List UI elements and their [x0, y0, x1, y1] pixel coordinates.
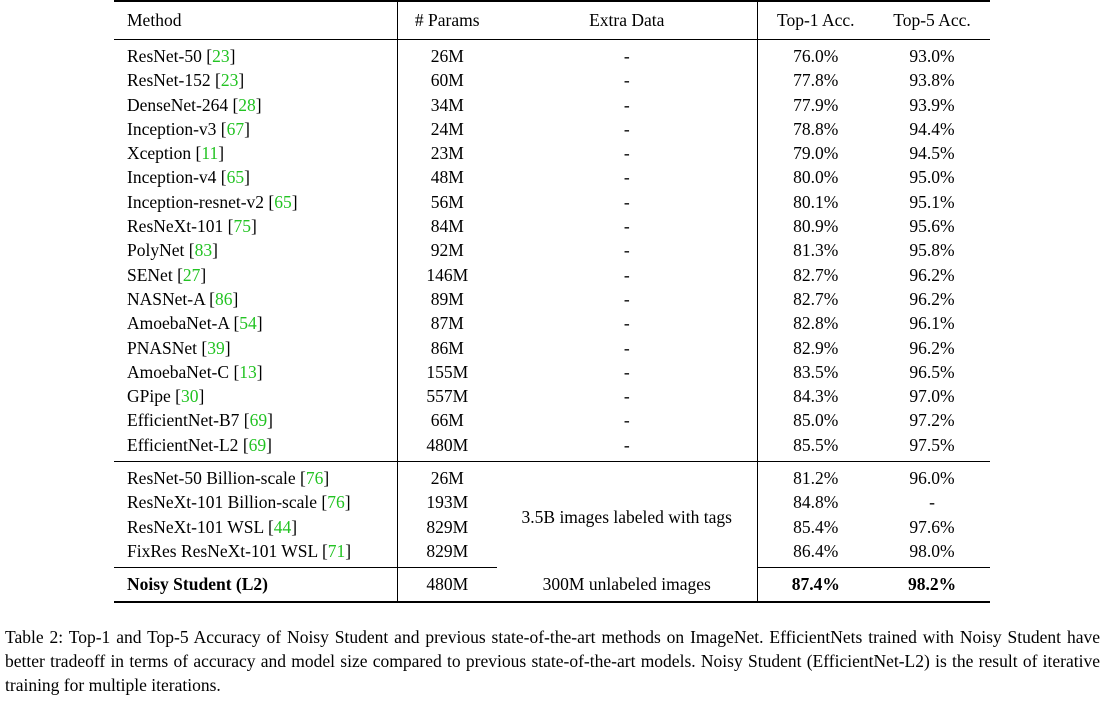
table-row — [114, 263, 990, 287]
top5-value: 96.2% — [909, 264, 955, 285]
header-top1: Top-1 Acc. — [757, 1, 874, 40]
extra-data-value: - — [497, 117, 757, 141]
params-value: 829M — [426, 516, 469, 537]
header-params: # Params — [397, 1, 497, 40]
citation-link[interactable]: 69 — [248, 434, 267, 455]
table-row — [114, 360, 990, 384]
top5-value: 95.1% — [909, 191, 955, 212]
params-value: 84M — [430, 216, 464, 237]
top5-value: 94.5% — [909, 143, 955, 164]
citation-link[interactable]: 71 — [327, 540, 346, 561]
params-value: 34M — [430, 94, 464, 115]
top1-value: 85.0% — [793, 410, 839, 431]
extra-data-value: - — [497, 165, 757, 189]
method-name: ResNet-152 — [127, 70, 215, 91]
top5-value: 93.0% — [909, 46, 955, 66]
extra-data-value: - — [497, 408, 757, 432]
section-ours — [114, 568, 990, 602]
extra-data-group-label: 3.5B images labeled with tags — [497, 462, 757, 568]
top5-value: 98.0% — [874, 539, 990, 568]
header-top5: Top-5 Acc. — [874, 1, 990, 40]
top5-value: 96.0% — [909, 468, 955, 489]
method-cell: DenseNet-264 [28] — [114, 93, 397, 117]
top1-value: 82.8% — [793, 313, 839, 334]
table-row — [114, 238, 990, 262]
method-name: Noisy Student (L2) — [114, 568, 397, 602]
method-name: AmoebaNet-C — [127, 361, 234, 382]
top1-value: 82.7% — [793, 288, 839, 309]
extra-data-value: - — [497, 384, 757, 408]
params-value: 89M — [430, 288, 464, 309]
params-value: 86M — [430, 337, 464, 358]
top1-value: 79.0% — [793, 143, 839, 164]
citation-link[interactable]: 75 — [233, 216, 251, 237]
method-name: PolyNet — [127, 240, 189, 261]
table-row — [114, 141, 990, 165]
citation-link[interactable]: 39 — [207, 337, 225, 358]
method-cell: PNASNet [39] — [114, 336, 397, 360]
header-row — [114, 1, 990, 40]
top1-value: 81.2% — [793, 468, 839, 489]
method-name: ResNeXt-101 — [127, 216, 228, 237]
top1-value: 77.8% — [793, 70, 839, 91]
method-name: ResNeXt-101 Billion-scale — [127, 492, 322, 513]
params-value: 155M — [426, 361, 469, 382]
citation-link[interactable]: 69 — [249, 410, 268, 431]
top1-value: 76.0% — [793, 46, 839, 66]
table-row — [114, 190, 990, 214]
method-cell: FixRes ResNeXt-101 WSL [71] — [114, 539, 397, 568]
method-name: GPipe — [127, 386, 176, 407]
section-no-extra-data — [114, 40, 990, 462]
extra-data-value: - — [497, 311, 757, 335]
citation-link[interactable]: 65 — [274, 191, 292, 212]
table-row — [114, 384, 990, 408]
params-value: 66M — [430, 410, 464, 431]
method-cell: ResNeXt-101 Billion-scale [76] — [114, 490, 397, 514]
top5-value: 96.2% — [909, 337, 955, 358]
top1-value: 82.9% — [793, 337, 839, 358]
method-cell: EfficientNet-B7 [69] — [114, 408, 397, 432]
citation-link[interactable]: 11 — [201, 143, 219, 164]
header-method: Method — [114, 1, 397, 40]
params-value: 480M — [397, 433, 497, 462]
params-value: 829M — [397, 539, 497, 568]
extra-data-value: - — [497, 263, 757, 287]
params-value: 193M — [426, 492, 469, 513]
top1-value: 78.8% — [793, 118, 839, 139]
citation-link[interactable]: 76 — [305, 468, 324, 489]
table-row — [114, 462, 990, 491]
citation-link[interactable]: 13 — [239, 361, 257, 382]
method-name: FixRes ResNeXt-101 WSL — [127, 540, 322, 561]
method-name: ResNeXt-101 WSL — [127, 516, 268, 537]
method-cell: ResNeXt-101 WSL [44] — [114, 515, 397, 539]
table-row — [114, 311, 990, 335]
top5-value: 94.4% — [909, 118, 955, 139]
section-extra-data — [114, 462, 990, 568]
top1-value: 85.4% — [793, 516, 839, 537]
params-value: 146M — [426, 264, 469, 285]
method-name: Inception-v4 — [127, 167, 221, 188]
table-row — [114, 214, 990, 238]
method-cell: ResNet-152 [23] — [114, 68, 397, 92]
top5-value: 97.6% — [909, 516, 955, 537]
method-name: EfficientNet-B7 — [127, 410, 244, 431]
params-value: 26M — [430, 468, 464, 489]
top5-value: 95.0% — [909, 167, 955, 188]
params-value: 92M — [430, 240, 464, 261]
table-row-ours — [114, 568, 990, 602]
params-value: 480M — [397, 568, 497, 602]
results-table — [114, 0, 990, 603]
top1-value: 85.5% — [757, 433, 874, 462]
citation-link[interactable]: 86 — [214, 288, 233, 309]
top1-value: 80.9% — [793, 216, 839, 237]
table-caption: Table 2: Top-1 and Top-5 Accuracy of Noisy Student and previous state-of-the-art methods on ImageNet. EfficientNets trained with Noisy Student have better tradeoff in terms of accuracy and model size compared to previous state-of-the-art models. Noisy Student (EfficientNet-L2) is the result of iterative training for multiple iterations. — [5, 627, 1100, 695]
method-cell: ResNet-50 [23] — [114, 40, 397, 69]
top5-value: 98.2% — [874, 568, 990, 602]
citation-link[interactable]: 28 — [238, 94, 256, 115]
table-row — [114, 40, 990, 69]
method-name: DenseNet-264 — [127, 94, 233, 115]
table-row — [114, 287, 990, 311]
top5-value: 95.6% — [909, 216, 955, 237]
top5-value: - — [929, 492, 935, 513]
top1-value: 81.3% — [793, 240, 839, 261]
table-row — [114, 165, 990, 189]
top1-value: 84.8% — [793, 492, 839, 513]
method-name: Xception — [127, 143, 196, 164]
extra-data-value: - — [497, 433, 757, 462]
extra-data-value: - — [497, 68, 757, 92]
table-row — [114, 117, 990, 141]
params-value: 557M — [426, 386, 469, 407]
top5-value: 96.1% — [909, 313, 955, 334]
citation-link[interactable]: 27 — [182, 264, 201, 285]
top1-value: 87.4% — [757, 568, 874, 602]
method-name: ResNet-50 Billion-scale — [127, 468, 301, 489]
table-row — [114, 336, 990, 360]
top5-value: 93.8% — [909, 70, 955, 91]
method-cell: PolyNet [83] — [114, 238, 397, 262]
params-value: 24M — [430, 118, 464, 139]
top1-value: 80.1% — [793, 191, 839, 212]
extra-data-value: 300M unlabeled images — [497, 568, 757, 602]
top5-value: 97.5% — [874, 433, 990, 462]
method-cell: SENet [27] — [114, 263, 397, 287]
top1-value: 83.5% — [793, 361, 839, 382]
citation-link[interactable]: 23 — [220, 70, 239, 91]
params-value: 26M — [430, 46, 464, 66]
header-extra-data: Extra Data — [497, 1, 757, 40]
extra-data-value: - — [497, 336, 757, 360]
top5-value: 96.5% — [909, 361, 955, 382]
method-name: NASNet-A — [127, 288, 210, 309]
extra-data-value: - — [497, 287, 757, 311]
citation-link[interactable]: 76 — [327, 492, 345, 513]
citation-link[interactable]: 30 — [180, 386, 199, 407]
citation-link[interactable]: 65 — [226, 167, 245, 188]
top5-value: 95.8% — [909, 240, 955, 261]
method-cell: AmoebaNet-C [13] — [114, 360, 397, 384]
method-cell: ResNeXt-101 [75] — [114, 214, 397, 238]
top1-value: 84.3% — [793, 386, 839, 407]
citation-link[interactable]: 83 — [194, 240, 213, 261]
method-cell: Xception [11] — [114, 141, 397, 165]
method-name: Inception-v3 — [127, 118, 221, 139]
method-name: AmoebaNet-A — [127, 313, 234, 334]
method-cell: GPipe [30] — [114, 384, 397, 408]
top1-value: 80.0% — [793, 167, 839, 188]
method-name: ResNet-50 — [127, 46, 207, 66]
params-value: 87M — [430, 313, 464, 334]
method-cell: NASNet-A [86] — [114, 287, 397, 311]
method-name: Inception-resnet-v2 — [127, 191, 269, 212]
extra-data-value: - — [497, 360, 757, 384]
results-table-container — [114, 0, 990, 603]
citation-link[interactable]: 67 — [226, 118, 245, 139]
table-row — [114, 93, 990, 117]
extra-data-value: - — [497, 40, 757, 69]
top5-value: 97.2% — [909, 410, 955, 431]
table-row — [114, 433, 990, 462]
method-name: SENet — [127, 264, 178, 285]
top5-value: 96.2% — [909, 288, 955, 309]
params-value: 60M — [430, 70, 464, 91]
top5-value: 93.9% — [909, 94, 955, 115]
params-value: 56M — [430, 191, 464, 212]
table-row — [114, 408, 990, 432]
method-cell: Inception-v4 [65] — [114, 165, 397, 189]
top1-value: 86.4% — [757, 539, 874, 568]
top5-value: 97.0% — [909, 386, 955, 407]
params-value: 48M — [430, 167, 464, 188]
method-cell: Inception-v3 [67] — [114, 117, 397, 141]
extra-data-value: - — [497, 214, 757, 238]
method-name: EfficientNet-L2 — [127, 434, 243, 455]
method-cell: ResNet-50 Billion-scale [76] — [114, 462, 397, 491]
method-cell: AmoebaNet-A [54] — [114, 311, 397, 335]
extra-data-value: - — [497, 238, 757, 262]
params-value: 23M — [430, 143, 464, 164]
extra-data-value: - — [497, 141, 757, 165]
top1-value: 77.9% — [793, 94, 839, 115]
extra-data-value: - — [497, 190, 757, 214]
top1-value: 82.7% — [793, 264, 839, 285]
method-name: PNASNet — [127, 337, 202, 358]
citation-link[interactable]: 54 — [239, 313, 257, 334]
method-cell: EfficientNet-L2 [69] — [114, 433, 397, 462]
citation-link[interactable]: 23 — [212, 46, 230, 66]
table-row — [114, 68, 990, 92]
extra-data-value: - — [497, 93, 757, 117]
citation-link[interactable]: 44 — [273, 516, 292, 537]
method-cell: Inception-resnet-v2 [65] — [114, 190, 397, 214]
